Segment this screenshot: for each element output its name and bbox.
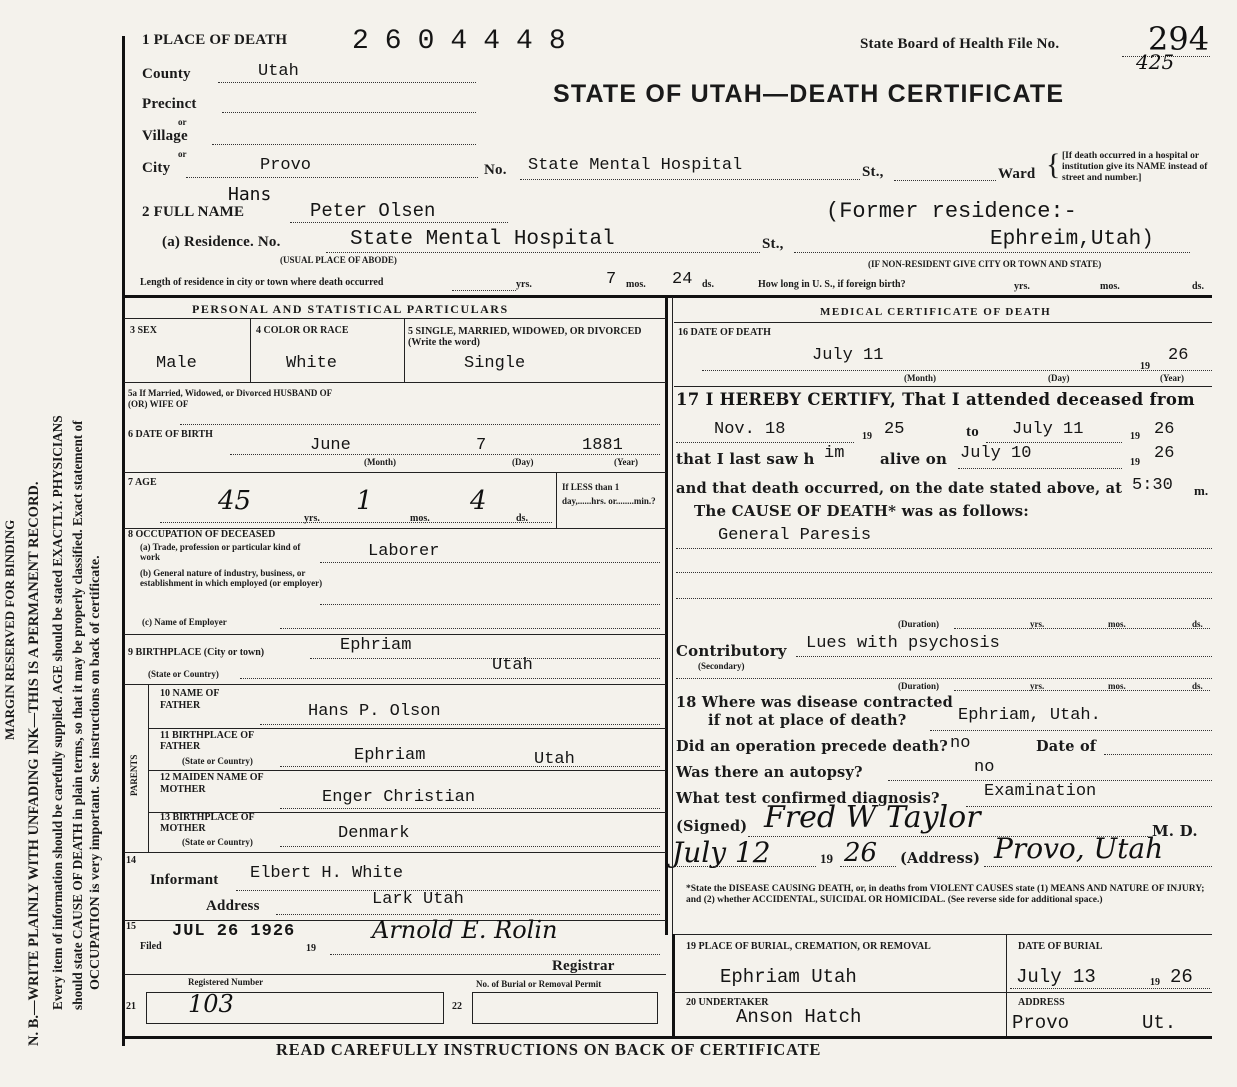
cause-yrs: yrs. [1030, 619, 1045, 629]
operation-date-label: Date of [1036, 738, 1097, 755]
former-residence-value: Ephreim,Utah) [990, 228, 1154, 251]
residence-days: 24 [672, 270, 693, 289]
occupation-a: (a) Trade, profession or particular kind of work [140, 542, 301, 562]
age-mos-unit: mos. [410, 513, 430, 524]
attended-to: July 11 [1012, 420, 1084, 439]
age-days: 4 [470, 486, 487, 516]
margin-instruction-3: should state CAUSE OF DEATH in plain terms, so that it may be properly classified. Exact statement of [70, 420, 85, 1010]
occupation-b: (b) General nature of industry, business, or establishment in which employed (or employer) [140, 568, 323, 588]
age-years: 45 [218, 486, 252, 516]
birthplace-city: Ephriam [340, 636, 412, 655]
street-label: St., [862, 164, 884, 180]
mother-value: Enger Christian [322, 788, 476, 807]
burial-date: July 13 [1016, 966, 1096, 988]
burial-place: Ephriam Utah [720, 966, 857, 988]
burial-permit-label: No. of Burial or Removal Permit [476, 979, 602, 989]
age-months: 1 [356, 486, 373, 516]
margin-instruction-2: Every item of information should be carefully supplied. AGE should be stated EXACTLY. PHYSICIANS [50, 415, 65, 1010]
medical-section-title: MEDICAL CERTIFICATE OF DEATH [820, 306, 1052, 318]
cause-duration-label: (Duration) [898, 619, 939, 629]
file-number: 294 [1148, 20, 1210, 58]
physician-signature: Fred W Taylor [764, 800, 981, 835]
cause-value: General Paresis [718, 526, 872, 545]
city-value: Provo [260, 156, 312, 175]
alive-on-label: alive on [880, 450, 948, 468]
death-time-suffix: m. [1194, 483, 1209, 498]
us-residence-label: How long in U. S., if foreign birth? [758, 279, 906, 290]
stamp-number: 2604448 [352, 26, 582, 57]
full-name-label: 2 FULL NAME [142, 204, 245, 220]
filed-number: 15 [126, 921, 136, 932]
personal-section-title: PERSONAL AND STATISTICAL PARTICULARS [192, 302, 509, 316]
date-of-death-year: 26 [1168, 346, 1189, 365]
autopsy-value: no [974, 758, 995, 777]
margin-binding: MARGIN RESERVED FOR BINDING [2, 519, 17, 740]
cause-ds: ds. [1192, 619, 1203, 629]
attended-from-year: 25 [884, 420, 905, 439]
yrs-unit: yrs. [516, 279, 532, 290]
father-value: Hans P. Olson [308, 702, 441, 721]
ward-note: [If death occurred in a hospital or institution give its NAME instead of street and number.] [1062, 151, 1208, 183]
operation-label: Did an operation precede death? [676, 738, 948, 755]
address-label: (Address) [900, 850, 981, 867]
mother-label: 12 MAIDEN NAME OF MOTHER [160, 772, 264, 795]
last-saw-date: July 10 [960, 444, 1032, 463]
signed-19: 19 [820, 851, 833, 866]
registrar-label: Registrar [552, 958, 615, 974]
birthplace-sub: (State or Country) [148, 669, 219, 679]
informant-label: Informant [150, 872, 219, 888]
death-month-caption: (Month) [904, 373, 936, 383]
contrib-ds: ds. [1192, 681, 1203, 691]
nonresident-note: (IF NON-RESIDENT GIVE CITY OR TOWN AND STATE) [868, 259, 1102, 269]
dob-month-caption: (Month) [364, 457, 396, 467]
contributory-value: Lues with psychosis [806, 634, 1000, 653]
mos-unit: mos. [626, 279, 646, 290]
death-day-caption: (Day) [1048, 373, 1070, 383]
sex-value: Male [156, 354, 197, 373]
contributory-label: Contributory [676, 642, 787, 660]
operation-value: no [950, 734, 971, 753]
signed-date: July 12 [672, 836, 771, 869]
county-label: County [142, 66, 191, 82]
contrib-duration-label: (Duration) [898, 681, 939, 691]
ds-unit: ds. [702, 279, 714, 290]
margin-instruction-4: OCCUPATION is very important. See instructions on back of certificate. [88, 555, 103, 990]
us-ds: ds. [1192, 281, 1204, 292]
occupation-label: 8 OCCUPATION OF DECEASED [128, 529, 276, 540]
birthplace-label: 9 BIRTHPLACE (City or town) [128, 647, 265, 658]
residence-label: (a) Residence. No. [162, 234, 281, 250]
certificate-title: STATE OF UTAH—DEATH CERTIFICATE [553, 80, 1065, 108]
county-value: Utah [258, 62, 299, 81]
sex-label: 3 SEX [130, 325, 157, 336]
last-saw-year: 26 [1154, 444, 1175, 463]
village-label: Village [142, 128, 188, 144]
informant-value: Elbert H. White [250, 864, 404, 883]
mother-birthplace: Denmark [338, 824, 410, 843]
test-label: What test confirmed diagnosis? [676, 790, 940, 807]
physician-address: Provo, Utah [994, 832, 1164, 865]
ward-label: Ward [998, 166, 1036, 182]
md-label: M. D. [1152, 822, 1198, 840]
full-name-value: Peter Olsen [310, 200, 436, 222]
from-19: 19 [862, 431, 872, 442]
attended-to-year: 26 [1154, 420, 1175, 439]
death-19: 19 [1140, 361, 1150, 372]
secondary-caption: (Secondary) [698, 661, 745, 671]
to-19: 19 [1130, 431, 1140, 442]
age-yrs-unit: yrs. [304, 513, 320, 524]
contracted-label-1: 18 Where was disease contracted [676, 694, 954, 711]
death-year-caption: (Year) [1160, 373, 1184, 383]
num-21: 21 [126, 1001, 136, 1012]
footer-instructions: READ CAREFULLY INSTRUCTIONS ON BACK OF CERTIFICATE [276, 1040, 822, 1059]
father-birthplace-label: 11 BIRTHPLACE OF FATHER [160, 730, 254, 752]
color-label: 4 COLOR OR RACE [256, 325, 349, 336]
name-insert: Hans [228, 184, 272, 205]
contrib-yrs: yrs. [1030, 681, 1045, 691]
registered-number-label: Registered Number [188, 977, 264, 987]
length-residence-label: Length of residence in city or town where death occurred [140, 277, 384, 288]
informant-address-label: Address [206, 898, 260, 914]
margin-instruction-1: N. B.—WRITE PLAINLY WITH UNFADING INK—THIS IS A PERMANENT RECORD. [26, 481, 42, 1046]
institution-no-label: No. [484, 162, 507, 178]
burial-date-label: DATE OF BURIAL [1018, 941, 1103, 952]
signed-year: 26 [844, 838, 878, 868]
spouse-label: 5a If Married, Widowed, or Divorced HUSBAND OF (OR) WIFE OF [128, 388, 332, 409]
father-label: 10 NAME OF FATHER [160, 688, 220, 711]
age-ds-unit: ds. [516, 513, 528, 524]
undertaker-address-label: ADDRESS [1018, 997, 1065, 1008]
death-occurred-label: and that death occurred, on the date stated above, at [676, 480, 1123, 497]
mother-birthplace-sub: (State or Country) [182, 837, 253, 847]
us-yrs: yrs. [1014, 281, 1030, 292]
contrib-mos: mos. [1108, 681, 1126, 691]
cause-label: The CAUSE OF DEATH* was as follows: [694, 502, 1030, 520]
dob-day-caption: (Day) [512, 457, 534, 467]
file-number-label: State Board of Health File No. [860, 36, 1060, 52]
signed-label: (Signed) [676, 818, 748, 835]
parents-label: PARENTS [129, 754, 139, 796]
institution-value: State Mental Hospital [528, 156, 743, 175]
registrar-signature: Arnold E. Rolin [372, 916, 558, 944]
dob-day: 7 [476, 436, 487, 455]
file-number-sub: 425 [1136, 50, 1175, 74]
num-22: 22 [452, 1001, 462, 1012]
burial-place-label: 19 PLACE OF BURIAL, CREMATION, OR REMOVAL [686, 941, 931, 952]
undertaker: Anson Hatch [736, 1006, 862, 1028]
death-time: 5:30 [1132, 476, 1173, 495]
employer-label: (c) Name of Employer [142, 617, 227, 627]
dob-year: 1881 [582, 436, 623, 455]
date-of-death-label: 16 DATE OF DEATH [678, 327, 771, 338]
or-text: or [178, 149, 187, 159]
registered-number: 103 [188, 990, 234, 1018]
undertaker-label: 20 UNDERTAKER [686, 997, 769, 1008]
color-value: White [286, 354, 338, 373]
marital-label: 5 SINGLE, MARRIED, WIDOWED, OR DIVORCED (Write the word) [408, 326, 642, 348]
autopsy-label: Was there an autopsy? [676, 764, 863, 781]
last-saw-label: that I last saw h [676, 450, 815, 468]
undertaker-city: Provo [1012, 1012, 1070, 1034]
father-birthplace-sub: (State or Country) [182, 756, 253, 766]
residence-months: 7 [606, 270, 617, 289]
usual-place-note: (USUAL PLACE OF ABODE) [280, 255, 397, 265]
cause-mos: mos. [1108, 619, 1126, 629]
us-mos: mos. [1100, 281, 1120, 292]
or-text: or [178, 117, 187, 127]
date-of-death-md: July 11 [812, 346, 884, 365]
last-saw-pronoun: im [824, 444, 845, 463]
filed-19: 19 [306, 943, 316, 954]
informant-number: 14 [126, 855, 136, 866]
cause-footnote: *State the DISEASE CAUSING DEATH, or, in deaths from VIOLENT CAUSES state (1) MEANS AND NATURE OF INJURY; and (2) whether ACCIDENTAL, SUICIDAL OR HOMICIDAL. (See reverse side for additional space.) [686, 884, 1205, 905]
to-label: to [966, 424, 979, 440]
dob-year-caption: (Year) [614, 457, 638, 467]
place-of-death-label: 1 PLACE OF DEATH [142, 32, 288, 48]
attended-from: Nov. 18 [714, 420, 786, 439]
contracted-value: Ephriam, Utah. [958, 706, 1101, 725]
burial-19: 19 [1150, 977, 1160, 988]
last-19: 19 [1130, 457, 1140, 468]
marital-value: Single [464, 354, 526, 373]
dob-month: June [310, 436, 351, 455]
undertaker-state: Ut. [1142, 1012, 1177, 1034]
informant-address: Lark Utah [372, 890, 464, 909]
dob-label: 6 DATE OF BIRTH [128, 429, 213, 440]
certify-label: 17 I HEREBY CERTIFY, That I attended deceased from [676, 390, 1195, 409]
birthplace-state: Utah [492, 656, 533, 675]
occupation-value: Laborer [368, 542, 440, 561]
age-label: 7 AGE [128, 477, 157, 488]
mother-birthplace-label: 13 BIRTHPLACE OF MOTHER [160, 812, 255, 834]
father-birthplace-city: Ephriam [354, 746, 426, 765]
less-than-day: If LESS than 1 day,......hrs. or........min.? [562, 482, 656, 506]
filed-date: JUL 26 1926 [172, 922, 296, 941]
city-label: City [142, 160, 171, 176]
precinct-label: Precinct [142, 96, 197, 112]
filed-label: Filed [140, 941, 162, 952]
residence-street-label: St., [762, 236, 784, 252]
father-birthplace-state: Utah [534, 750, 575, 769]
contracted-label-2: if not at place of death? [708, 712, 907, 729]
former-residence-label: (Former residence:- [826, 199, 1077, 224]
test-value: Examination [984, 782, 1097, 801]
burial-year: 26 [1170, 966, 1193, 988]
residence-value: State Mental Hospital [350, 228, 615, 251]
